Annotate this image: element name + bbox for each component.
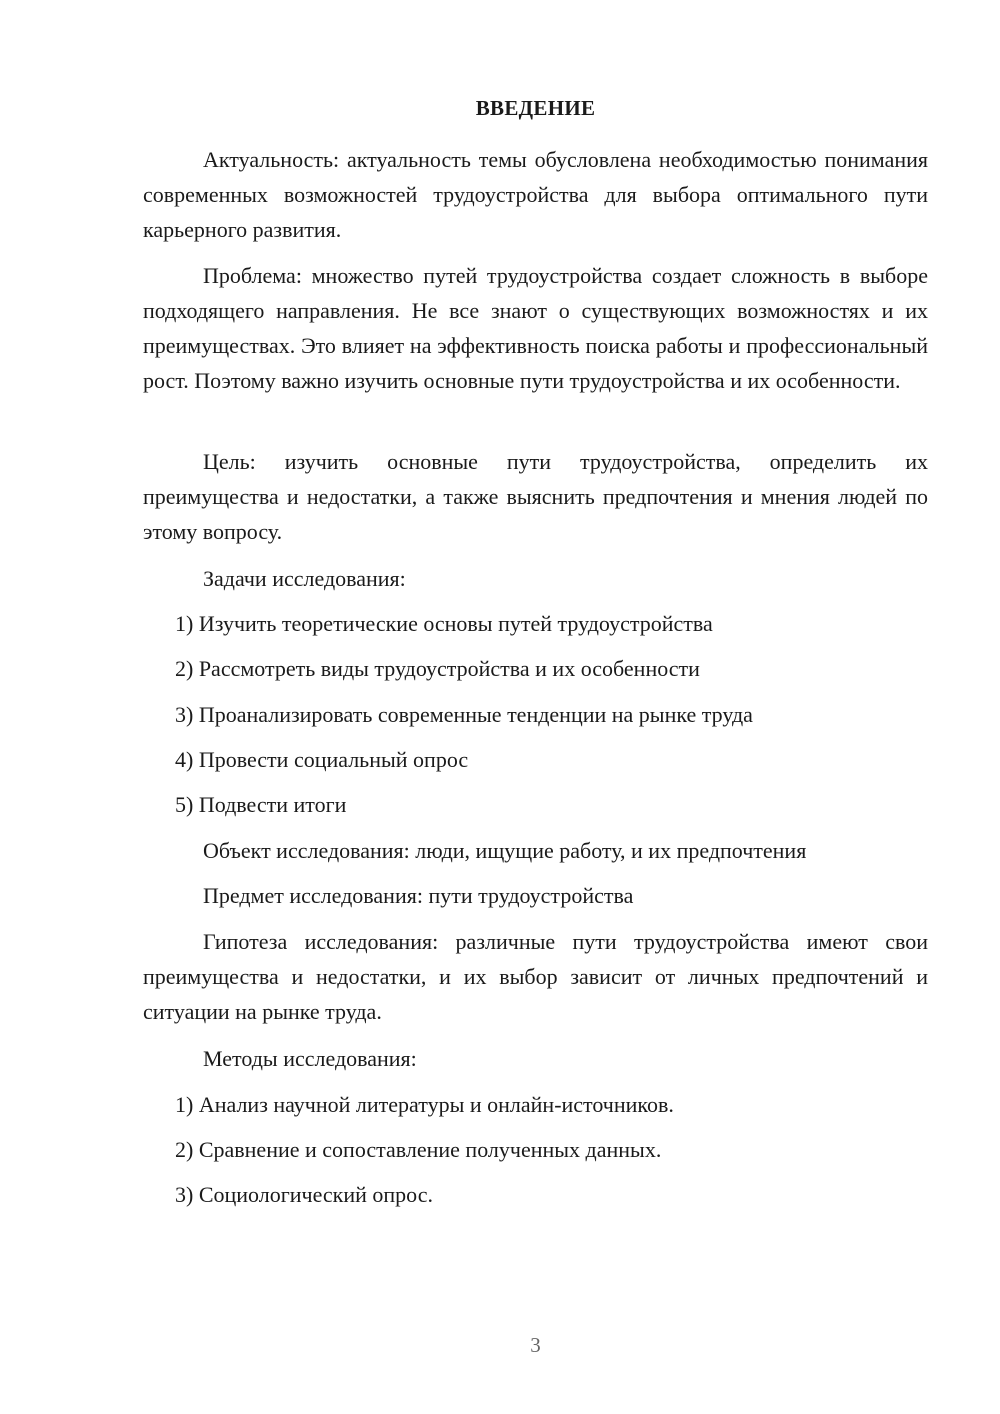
- task-item: 2) Рассмотреть виды трудоустройства и их особенности: [175, 656, 700, 681]
- paragraph-relevance: Актуальность: актуальность темы обусловлена необходимостью понимания современных возможностей трудоустройства для выбора оптимального пути карьерного развития.: [143, 147, 928, 242]
- task-item: 4) Провести социальный опрос: [175, 747, 469, 772]
- task-item: 3) Проанализировать современные тенденции на рынке труда: [175, 702, 753, 727]
- paragraph-hypothesis: Гипотеза исследования: различные пути трудоустройства имеют свои преимущества и недостатки, и их выбор зависит от личных предпочтений и ситуации на рынке труда.: [143, 929, 928, 1024]
- paragraph-goal: Цель: изучить основные пути трудоустройства, определить их преимущества и недостатки, а также выяснить предпочтения и мнения людей по этому вопросу.: [143, 449, 928, 544]
- method-item: 3) Социологический опрос.: [175, 1182, 433, 1207]
- task-item: 5) Подвести итоги: [175, 792, 347, 817]
- task-item: 1) Изучить теоретические основы путей трудоустройства: [175, 611, 713, 636]
- tasks-title: Задачи исследования:: [203, 566, 406, 591]
- document-page: [143, 0, 928, 1414]
- method-item: 2) Сравнение и сопоставление полученных данных.: [175, 1137, 662, 1162]
- page-number: 3: [530, 1333, 541, 1357]
- research-subject: Предмет исследования: пути трудоустройства: [203, 883, 634, 908]
- research-object: Объект исследования: люди, ищущие работу, и их предпочтения: [203, 838, 807, 863]
- methods-title: Методы исследования:: [203, 1046, 417, 1071]
- document-heading: ВВЕДЕНИЕ: [475, 96, 596, 120]
- paragraph-problem: Проблема: множество путей трудоустройства создает сложность в выборе подходящего направления. Не все знают о существующих возможностях и их преимуществах. Это влияет на эффективность поиска работы и профессиональный рост. Поэтому важно изучить основные пути трудоустройства и их особенности.: [143, 263, 928, 393]
- method-item: 1) Анализ научной литературы и онлайн-источников.: [175, 1092, 674, 1117]
